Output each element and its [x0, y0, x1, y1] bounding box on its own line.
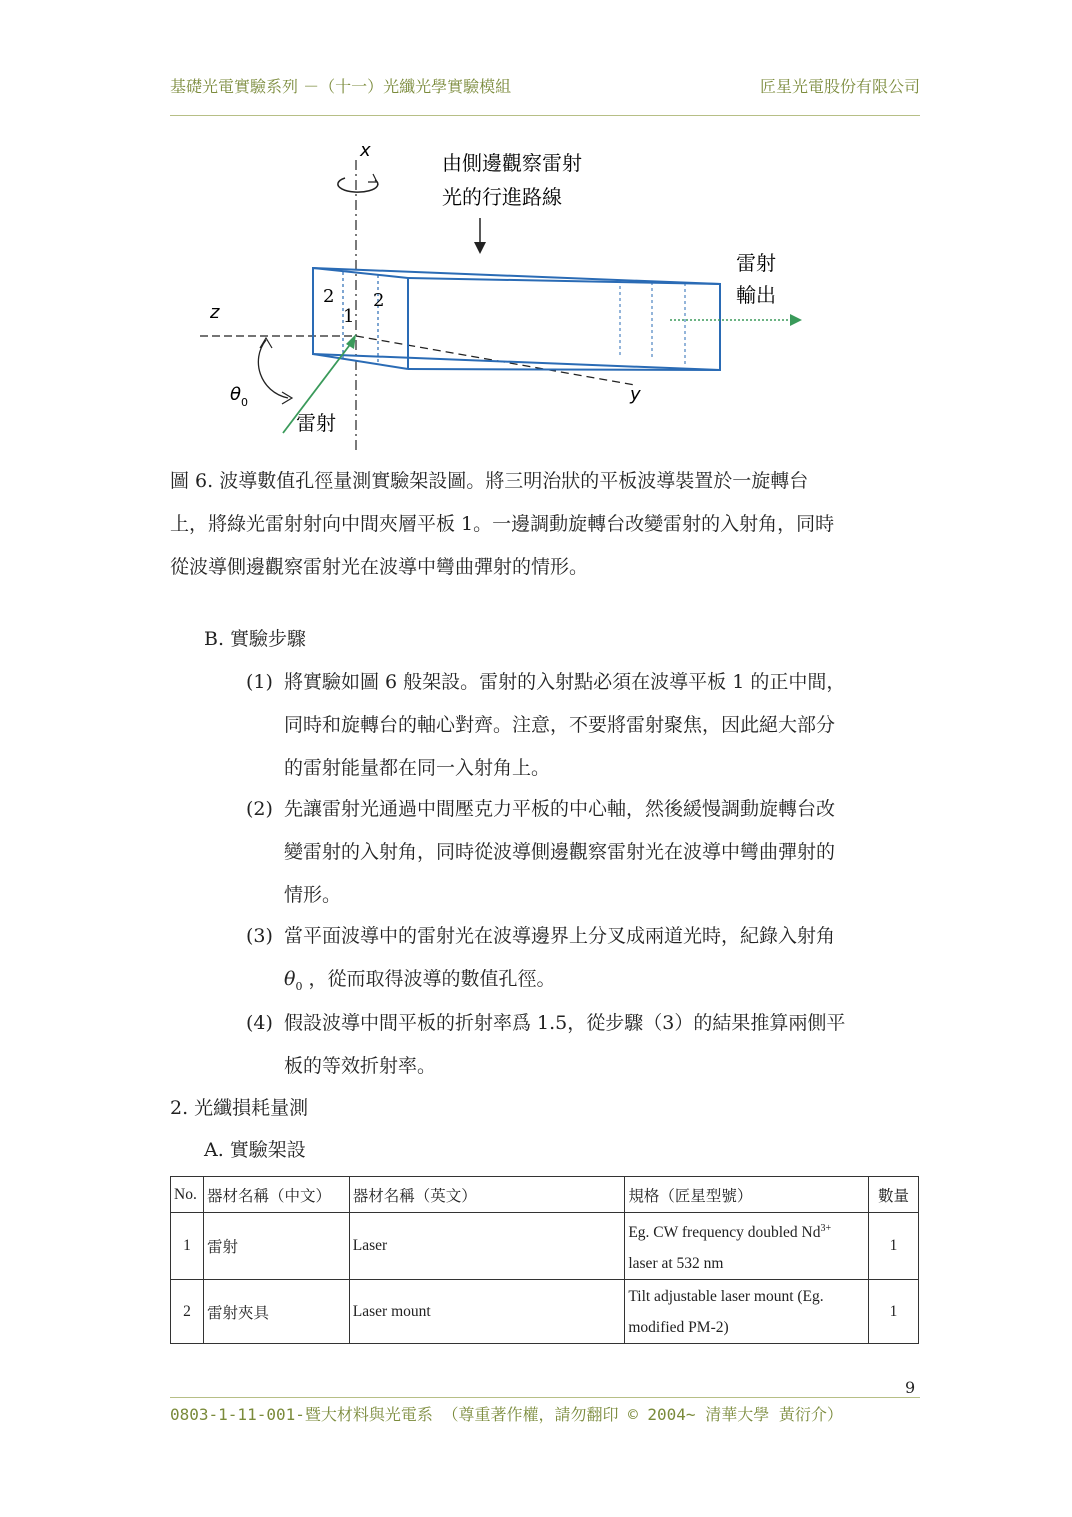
- step-line: 的雷射能量都在同一入射角上。: [284, 757, 551, 779]
- step-line: 將實驗如圖 6 般架設。雷射的入射點必須在波導平板 1 的正中間，: [284, 671, 846, 693]
- laser-label: 雷射: [296, 411, 336, 435]
- header-divider: [170, 115, 920, 116]
- header-company: 匠星光電股份有限公司: [759, 77, 920, 96]
- step-number: (3): [246, 925, 273, 947]
- table-header: No.: [171, 1177, 204, 1213]
- table-header: 數量: [869, 1177, 919, 1213]
- theta-subscript: 0: [295, 979, 303, 993]
- table-cell: 1: [171, 1213, 204, 1280]
- step-number: (1): [246, 671, 273, 693]
- step-1: [246, 661, 926, 790]
- table-row: [171, 1213, 919, 1280]
- step-line: 情形。: [284, 884, 342, 906]
- table-cell: 1: [869, 1213, 919, 1280]
- spec-text: modified PM-2): [628, 1318, 729, 1336]
- spec-superscript: 3+: [820, 1223, 832, 1234]
- waveguide-slab: [313, 268, 720, 370]
- step-line: 同時和旋轉台的軸心對齊。注意，不要將雷射聚焦，因此絕大部分: [284, 714, 836, 736]
- angle-arc: [258, 340, 288, 398]
- observe-label-line2: 光的行進路線: [442, 185, 562, 209]
- figure-caption: [170, 460, 922, 589]
- step-2: [246, 788, 926, 917]
- table-cell: Laser: [349, 1213, 625, 1280]
- header-title: 基礎光電實驗系列 －（十一）光纖光學實驗模組: [170, 77, 512, 96]
- section-b-title: B. 實驗步驟: [204, 628, 307, 650]
- spec-text: laser at 532 nm: [628, 1255, 724, 1273]
- output-label-line2: 輸出: [736, 283, 776, 307]
- theta-label: θ: [230, 384, 242, 405]
- table-row: [171, 1280, 919, 1344]
- step-line: 假設波導中間平板的折射率爲 1.5，從步驟（3）的結果推算兩側平: [284, 1012, 846, 1034]
- down-arrow-icon: [474, 242, 486, 254]
- step-3: [246, 915, 926, 1008]
- step-line: 當平面波導中的雷射光在波導邊界上分叉成兩道光時，紀錄入射角: [284, 925, 836, 947]
- table-cell: 2: [171, 1280, 204, 1344]
- y-axis-label: y: [630, 384, 641, 405]
- table-header: 器材名稱（英文）: [349, 1177, 625, 1213]
- table-cell: Laser mount: [349, 1280, 625, 1344]
- step-line: 變雷射的入射角，同時從波導側邊觀察雷射光在波導中彎曲彈射的: [284, 841, 836, 863]
- step-line: 板的等效折射率。: [284, 1055, 437, 1077]
- table-header: 器材名稱（中文）: [203, 1177, 349, 1213]
- spec-text: Eg. CW frequency doubled Nd: [628, 1224, 821, 1242]
- table-cell: [625, 1213, 869, 1280]
- step-line-theta: [284, 958, 926, 1008]
- caption-line: 從波導側邊觀察雷射光在波導中彎曲彈射的情形。: [170, 556, 589, 578]
- table-header-row: [171, 1177, 919, 1213]
- spec-text: Tilt adjustable laser mount (Eg.: [628, 1287, 824, 1305]
- theta-symbol: θ: [284, 968, 296, 990]
- rotation-arrow-icon: [338, 178, 378, 192]
- table-cell: 雷射: [203, 1213, 349, 1280]
- page-number: 9: [905, 1378, 916, 1397]
- waveguide-diagram: [170, 130, 920, 450]
- table-cell: 雷射夾具: [203, 1280, 349, 1344]
- step-number: (2): [246, 798, 273, 820]
- theta-subscript: 0: [241, 396, 248, 409]
- layer-2-left: 2: [323, 286, 335, 307]
- table-cell: [625, 1280, 869, 1344]
- output-arrow-icon: [790, 314, 802, 326]
- z-axis-label: z: [210, 302, 220, 323]
- step-number: (4): [246, 1012, 273, 1034]
- output-label-line1: 雷射: [736, 251, 776, 275]
- section-2-title: 2. 光纖損耗量測: [170, 1097, 309, 1119]
- section-2a-title: A. 實驗架設: [204, 1139, 306, 1161]
- observe-label-line1: 由側邊觀察雷射: [442, 151, 582, 175]
- footer-text: 0803-1-11-001-暨大材料與光電系 （尊重著作權，請勿翻印 © 2004~ 清華大學 黃衍介）: [170, 1405, 843, 1424]
- equipment-table: [170, 1176, 919, 1344]
- caption-line: 上，將綠光雷射射向中間夾層平板 1。一邊調動旋轉台改變雷射的入射角，同時: [170, 513, 835, 535]
- step-line-text: ，從而取得波導的數值孔徑。: [308, 968, 556, 990]
- step-line: 先讓雷射光通過中間壓克力平板的中心軸，然後緩慢調動旋轉台改: [284, 798, 836, 820]
- table-header: 規格（匠星型號）: [625, 1177, 869, 1213]
- x-axis-label: x: [360, 140, 371, 161]
- table-cell: 1: [869, 1280, 919, 1344]
- layer-2-right: 2: [373, 290, 385, 311]
- footer-divider: [170, 1397, 920, 1398]
- step-4: [246, 1002, 926, 1088]
- caption-line: 圖 6. 波導數值孔徑量測實驗架設圖。將三明治狀的平板波導裝置於一旋轉台: [170, 470, 809, 492]
- layer-1: 1: [343, 306, 355, 327]
